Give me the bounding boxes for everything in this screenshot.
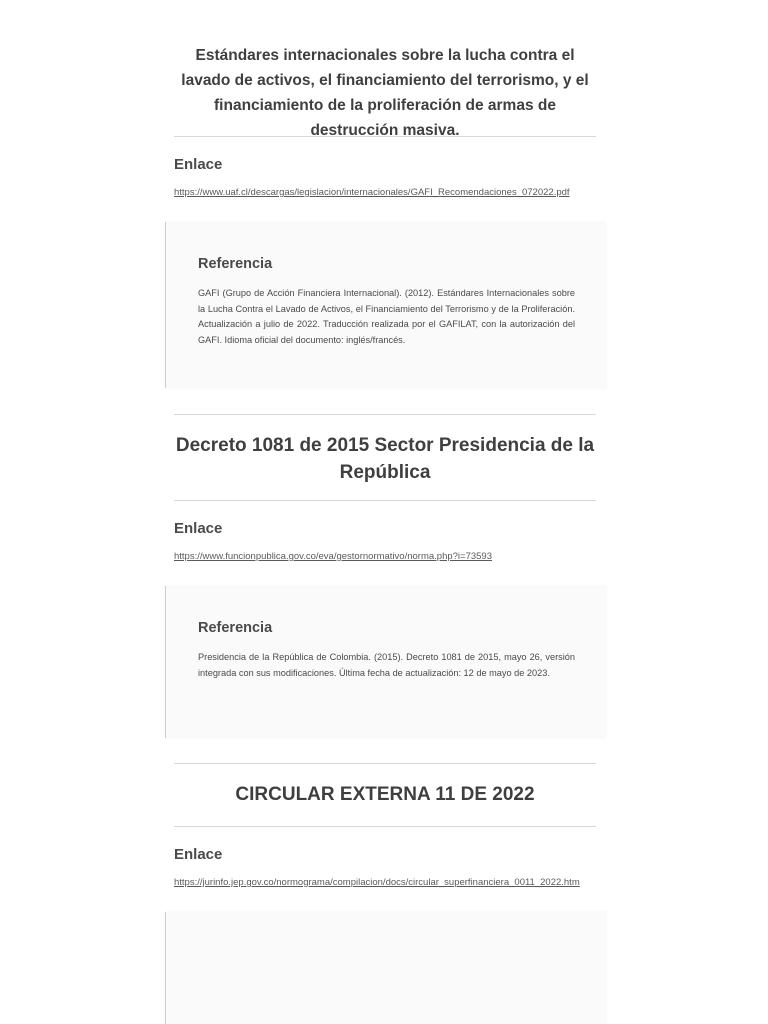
link-gafi-recommendations-pdf[interactable]: https://www.uaf.cl/descargas/legislacion/internacionales/GAFI_Recomendaciones_072022.pdf bbox=[174, 187, 570, 198]
section-title-circular-externa-11: CIRCULAR EXTERNA 11 DE 2022 bbox=[235, 784, 535, 805]
reference-label: Referencia bbox=[198, 620, 273, 636]
divider bbox=[174, 763, 596, 764]
link-circular-superfinanciera[interactable]: https://jurinfo.jep.gov.co/normograma/compilacion/docs/circular_superfinanciera_0011_2022.htm bbox=[174, 877, 580, 888]
reference-card bbox=[165, 912, 606, 1024]
reference-text: GAFI (Grupo de Acción Financiera Internacional). (2012). Estándares Internacionales sobre la Lucha Contra el Lavado de Activos, el Financiamiento del Terrorismo y de la Proliferación. Actualización a julio de 2022. Traducción realizada por el GAFILAT, con la autorización del GAFI. Idioma oficial del documento: inglés/francés. bbox=[198, 288, 575, 345]
link-decreto-1081[interactable]: https://www.funcionpublica.gov.co/eva/gestornormativo/norma.php?i=73593 bbox=[174, 551, 492, 562]
reference-card bbox=[165, 222, 606, 388]
reference-label: Referencia bbox=[198, 256, 273, 272]
divider bbox=[174, 136, 596, 137]
divider bbox=[174, 414, 596, 415]
link-label: Enlace bbox=[174, 156, 223, 173]
divider bbox=[174, 826, 596, 827]
link-label: Enlace bbox=[174, 520, 223, 537]
reference-card bbox=[165, 586, 606, 738]
divider bbox=[174, 500, 596, 501]
section-title-decreto-1081: Decreto 1081 de 2015 Sector Presidencia de la República bbox=[175, 435, 595, 483]
section-title-gafi-standards: Estándares internacionales sobre la lucha contra el lavado de activos, el financiamiento del terrorismo, y el financiamiento de la proliferación de armas de destrucción masiva. bbox=[181, 47, 589, 139]
link-label: Enlace bbox=[174, 846, 223, 863]
reference-text: Presidencia de la República de Colombia. (2015). Decreto 1081 de 2015, mayo 26, versión integrada con sus modificaciones. Última fecha de actualización: 12 de mayo de 2023. bbox=[198, 652, 575, 678]
